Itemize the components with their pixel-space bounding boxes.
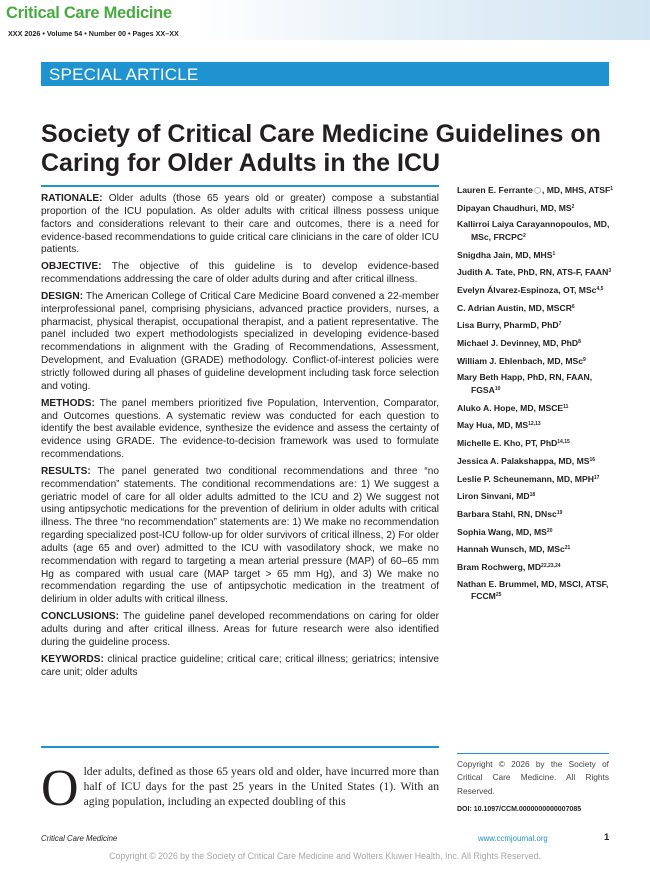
doi-link[interactable]: DOI: 10.1097/CCM.0000000000007085 bbox=[457, 806, 582, 813]
footer-copyright: Copyright © 2026 by the Society of Critical Care Medicine and Wolters Kluwer Health, Inc. All Rights Reserved. bbox=[109, 851, 541, 861]
footer-url-link[interactable]: www.ccmjournal.org bbox=[478, 834, 548, 843]
journal-logo: Critical Care Medicine bbox=[6, 4, 172, 22]
author-item: Dipayan Chaudhuri, MD, $MS^2$ bbox=[457, 202, 575, 213]
author-item: William J. Ehlenbach, MD, MSc$^9$ bbox=[457, 355, 586, 366]
author-item: Lisa Burry, PharmD, PhD$^7$ bbox=[457, 320, 562, 331]
section-text: The guideline panel developed recommendations on caring for older adults during and after critical illness. Areas for future research were also identified during the guideline process. bbox=[41, 611, 439, 648]
section-label: METHODS: bbox=[41, 397, 95, 409]
article-title: Society of Critical Care Medicine Guidelines on Caring for Older Adults in the ICU bbox=[41, 120, 601, 177]
author-item: Leslie P. Scheunemann, MD, MPH$^{17}$ bbox=[457, 473, 600, 484]
copyright-notice: Copyright © 2026 by the Society of Critical Care Medicine. All Rights Reserved. bbox=[457, 759, 609, 796]
section-label: RESULTS: bbox=[41, 465, 91, 477]
orcid-icon[interactable] bbox=[534, 187, 541, 194]
author-item: Aluko A. Hope, MD, MSCE$^{11}$ bbox=[457, 402, 569, 413]
author-item: Hannah Wunsch, MD, MSc$^{21}$ bbox=[457, 544, 571, 555]
section-label: CONCLUSIONS: bbox=[41, 611, 119, 623]
author-item: Barbara Stahl, RN, DNsc$^{19}$ bbox=[457, 508, 563, 519]
intro-paragraph bbox=[41, 760, 439, 817]
article-type-banner: SPECIAL ARTICLE bbox=[41, 62, 609, 86]
section-label: DESIGN: bbox=[41, 290, 84, 302]
author-item: Evelyn Álvarez-Espinoza, OT, MSc$^{4,5}$ bbox=[457, 285, 604, 296]
section-text: The panel generated two conditional recommendations and three “no recommendation” statements. The conditional recommendations are: 1) We suggest a geriatric model of care for all older adults admitted to the ICU and 2) We suggest not using antipsychotic medications for the prevention of delirium in older adults with critical illness. The three “no recommendation” statements are: 1) We make no recommendation regarding specialized post-ICU follow-up for older survivors of critical illness, 2) For older adults (age 65 and over) admitted to the ICU with vasodilatory shock, we make no recommendation with regard to targeting a mean arterial pressure (MAP) of 60–65 mm Hg as compared with usual care (MAP target > 65 mm Hg), and 3) We make no recommendation regarding the use of antipsychotic medication in the treatment of delirium in older adults with critical illness. bbox=[41, 465, 440, 606]
abstract bbox=[41, 193, 439, 683]
author-item: Liron Sinvani, MD$^{18}$ bbox=[457, 491, 536, 502]
abstract-results bbox=[41, 466, 439, 607]
author-item: Bram Rochwerg, MD$^{22,23,24}$ bbox=[457, 561, 561, 572]
author-item: May Hua, MD, MS$^{12,13}$ bbox=[457, 420, 541, 431]
author-item: Sophia Wang, MD, MS$^{20}$ bbox=[457, 526, 553, 537]
author-list bbox=[457, 184, 617, 608]
author-item: Nathan E. Brummel, MD, MSCI, ATSF, FCCM$^{25}$ bbox=[457, 578, 609, 602]
drop-cap: O bbox=[41, 760, 79, 817]
author-item: Jessica A. Palakshappa, MD, MS$^{16}$ bbox=[457, 455, 596, 466]
author-item: Judith A. Tate, PhD, RN, ATS-F, FAAN$^3$ bbox=[457, 267, 612, 278]
abstract-conclusions bbox=[41, 611, 439, 650]
author-item: Kallirroi Laiya Carayannopoulos, MD, MSc, FRCPC$^2$ bbox=[457, 219, 610, 242]
section-label: OBJECTIVE: bbox=[41, 261, 102, 273]
author-item: Michael J. Devinney, MD, PhD$^8$ bbox=[457, 338, 581, 349]
page-number: 1 bbox=[604, 832, 610, 843]
footer-journal-name: Critical Care Medicine bbox=[41, 834, 118, 843]
abstract-objective bbox=[41, 261, 439, 287]
author-item: Mary Beth Happ, PhD, RN, FAAN, FGSA$^{10}$ bbox=[457, 372, 593, 396]
section-text: The panel members prioritized five Population, Intervention, Comparator, and Outcomes questions. A systematic review was conducted for each question to identify the best available evidence, synthesize the evidence and assess the certainty of evidence using GRADE. The evidence-to-decision framework was used to formulate recommendations. bbox=[41, 397, 439, 461]
abstract-rationale bbox=[41, 193, 439, 257]
section-text: Older adults (those 65 years old or greater) compose a substantial proportion of the ICU population. As older adults with critical illness possess unique factors and considerations relevant to their care and outcomes, there is a need for evidence-based recommendations to guide critical care clinicians in the care of older ICU patients. bbox=[41, 193, 439, 256]
author-item: Snigdha Jain, MD, MHS$^1$ bbox=[457, 249, 556, 260]
issue-line: XXX 2026 • Volume 54 • Number 00 • Pages XX–XX bbox=[8, 29, 179, 38]
author-item: Michelle E. Kho, PT, PhD$^{14,15}$ bbox=[457, 438, 570, 449]
section-text: The objective of this guideline is to develop evidence-based recommendations addressing the care of older adults during and after critical illness. bbox=[41, 261, 439, 286]
abstract-bottom-rule bbox=[41, 746, 439, 748]
author-item: Lauren E. Ferrante , MD, MHS, ATSF$^1$ bbox=[457, 185, 613, 195]
abstract-top-rule bbox=[41, 185, 439, 187]
section-label: KEYWORDS: bbox=[41, 653, 104, 665]
abstract-design bbox=[41, 291, 439, 394]
section-label: RATIONALE: bbox=[41, 193, 103, 204]
intro-text: lder adults, defined as those 65 years old and older, have incurred more than half of ICU days for the past 25 years in the United States (1). With an aging population, including an expected doubling of this bbox=[83, 765, 439, 809]
section-text: The American College of Critical Care Medicine Board convened a 22-member interprofessional panel, comprising physicians, advanced practice providers, nurses, a pharmacist, physical therapist, occupational therapist, and a patient representative. The panel included two expert methodologists specialized in developing evidence-based recommendations in alignment with the Grading of Recommendations, Assessment, Development, and Evaluation (GRADE) methodology. Conflict-of-interest policies were strictly followed during all phases of guideline development including task force selection and voting. bbox=[41, 290, 439, 392]
abstract-methods bbox=[41, 398, 439, 462]
section-text: clinical practice guideline; critical care; critical illness; geriatrics; intensive care unit; older adults bbox=[41, 653, 439, 678]
copyright-rule bbox=[457, 753, 609, 754]
abstract-keywords bbox=[41, 654, 439, 680]
author-item: C. Adrian Austin, MD, MSCR$^6$ bbox=[457, 302, 575, 313]
